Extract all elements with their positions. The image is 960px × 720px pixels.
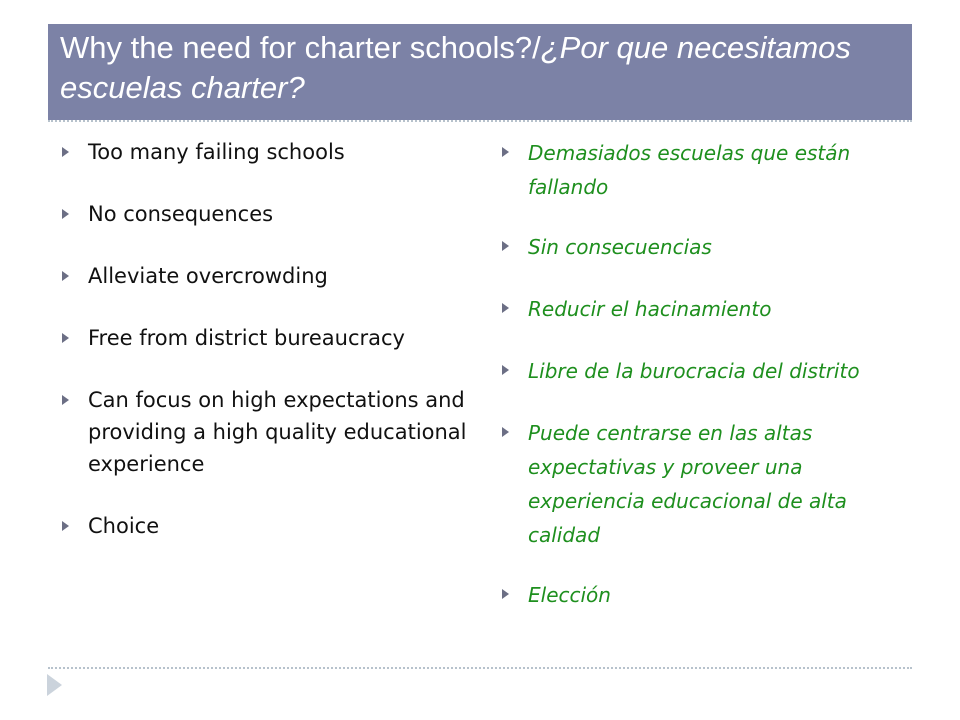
triangle-right-icon <box>502 303 509 313</box>
triangle-right-icon <box>502 427 509 437</box>
spanish-bullet-list <box>498 136 888 640</box>
bullet-text: Free from district bureaucracy <box>88 326 405 350</box>
bullet-text: Puede centrarse en las altas expectativas y proveer una experiencia educacional de alta calidad <box>528 421 847 547</box>
list-item <box>498 354 888 388</box>
triangle-right-icon <box>62 333 69 343</box>
list-item <box>58 384 478 480</box>
bullet-text: Elección <box>528 583 611 607</box>
title-english: Why the need for charter schools?/ <box>60 30 541 65</box>
slide-title <box>48 24 912 120</box>
bullet-text: No consequences <box>88 202 274 226</box>
footer-divider <box>48 667 912 669</box>
triangle-right-icon <box>62 395 69 405</box>
bullet-text: Choice <box>88 514 160 538</box>
bullet-text: Libre de la burocracia del distrito <box>528 359 860 383</box>
triangle-right-icon <box>62 209 69 219</box>
list-item <box>498 578 888 612</box>
english-bullet-list <box>58 136 478 572</box>
list-item <box>58 136 478 168</box>
triangle-right-icon <box>502 147 509 157</box>
next-slide-arrow-icon[interactable] <box>47 674 62 696</box>
triangle-right-icon <box>62 147 69 157</box>
list-item <box>58 198 478 230</box>
triangle-right-icon <box>502 365 509 375</box>
bullet-text: Demasiados escuelas que están fallando <box>528 141 851 199</box>
title-spanish: ¿Por que necesitamos escuelas charter? <box>60 30 851 105</box>
bullet-text: Alleviate overcrowding <box>88 264 328 288</box>
list-item <box>498 292 888 326</box>
title-divider <box>48 120 912 122</box>
list-item <box>498 230 888 264</box>
bullet-text: Can focus on high expectations and providing a high quality educational experience <box>88 388 467 476</box>
bullet-text: Reducir el hacinamiento <box>528 297 772 321</box>
list-item <box>498 136 888 204</box>
list-item <box>498 416 888 552</box>
triangle-right-icon <box>502 241 509 251</box>
triangle-right-icon <box>62 521 69 531</box>
list-item <box>58 322 478 354</box>
triangle-right-icon <box>62 271 69 281</box>
triangle-right-icon <box>502 589 509 599</box>
bullet-text: Too many failing schools <box>88 140 345 164</box>
list-item <box>58 260 478 292</box>
bullet-text: Sin consecuencias <box>528 235 712 259</box>
list-item <box>58 510 478 542</box>
